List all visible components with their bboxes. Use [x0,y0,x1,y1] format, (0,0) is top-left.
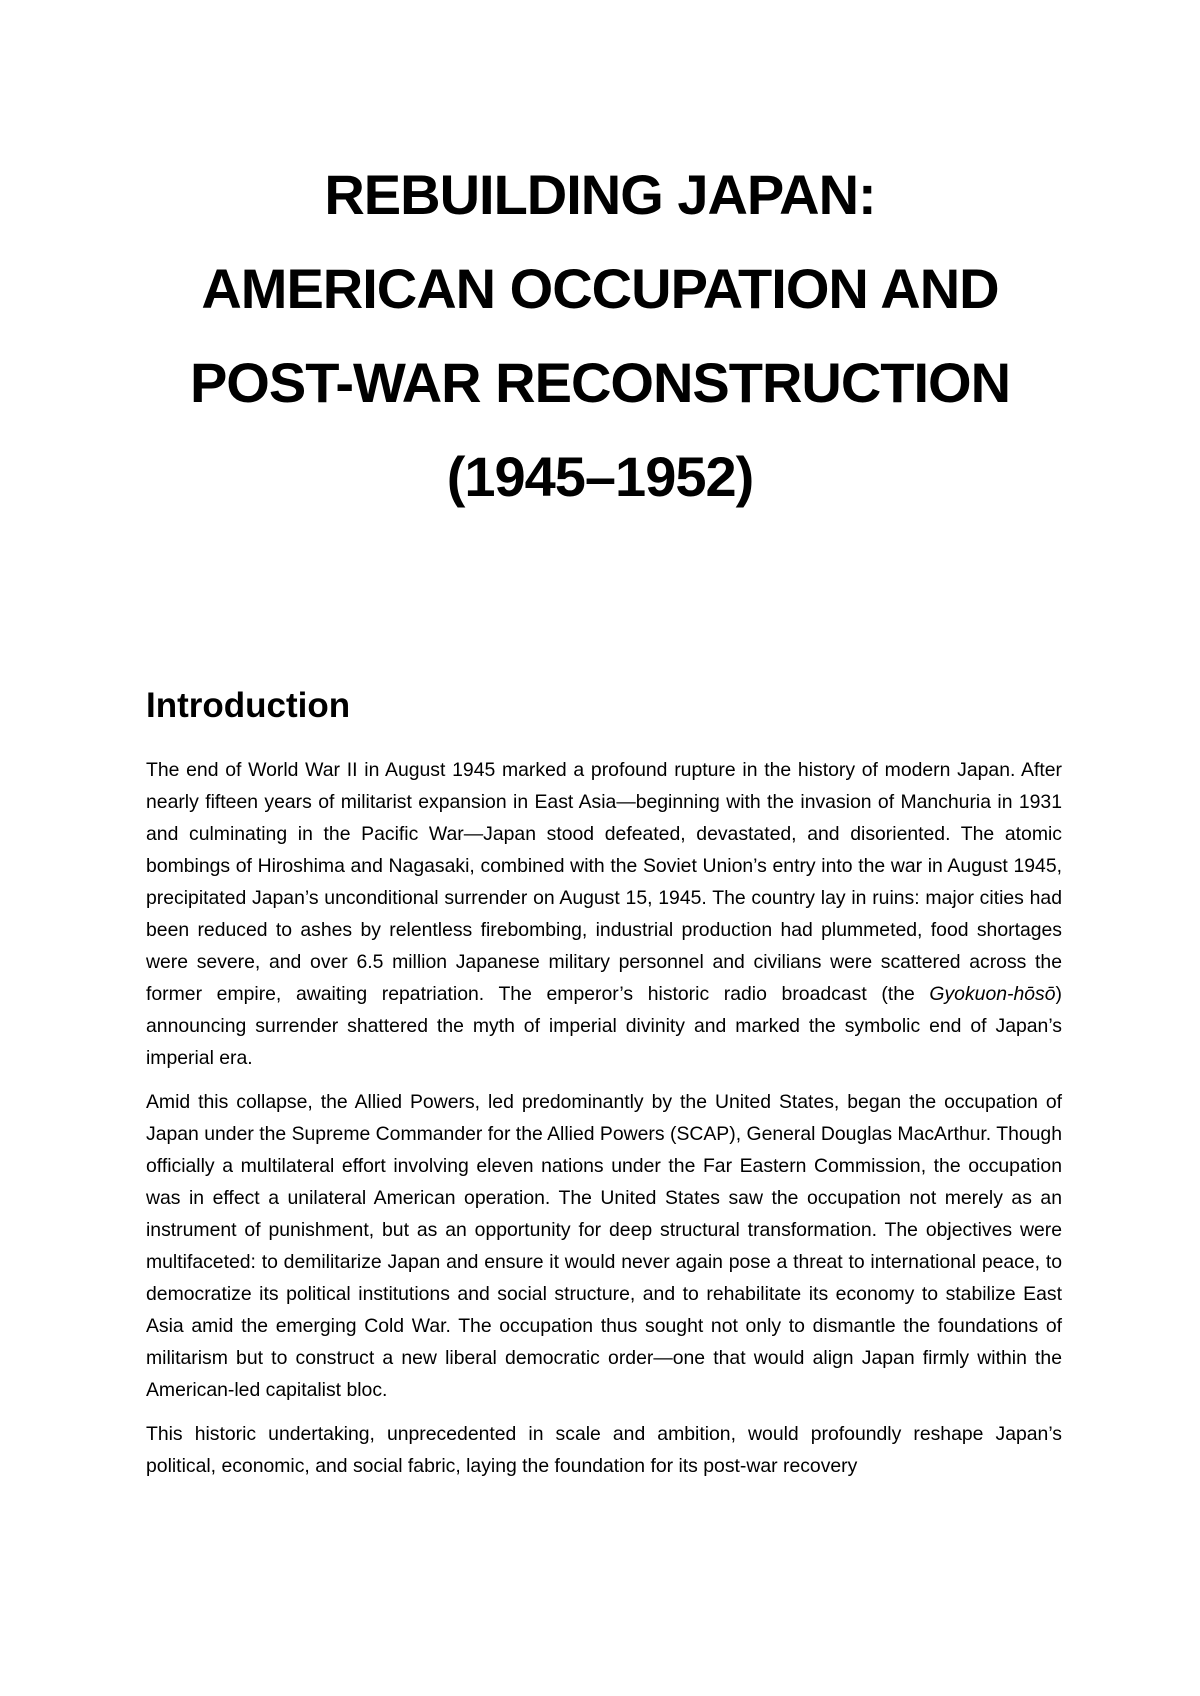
italic-term: Gyokuon-hōsō [929,983,1056,1005]
title-line: POST-WAR RECONSTRUCTION [189,351,1011,414]
title-line: AMERICAN OCCUPATION AND [201,257,999,320]
title-line: (1945–1952) [446,445,754,508]
paragraph-text: The end of World War II in August 1945 marked a profound rupture in the history of modern Japan. After nearly fifteen years of militarist expansion in East Asia—beginning with the invasion of Manchuria in 1931 and culminating in the Pacific War—Japan stood defeated, devastated, and disoriented. The atomic bombings of Hiroshima and Nagasaki, combined with the Soviet Union’s entry into the war in August 1945, precipitated Japan’s unconditional surrender on August 15, 1945. The country lay in ruins: major cities had been reduced to ashes by relentless firebombing, industrial production had plummeted, food shortages were severe, and over 6.5 million Japanese military personnel and civilians were scattered across the former empire, awaiting repatriation. The emperor’s historic radio broadcast (the [146,759,1062,1005]
paragraph: This historic undertaking, unprecedented in scale and ambition, would profoundly reshape Japan’s political, economic, and social fabric, laying the foundation for its post-war recovery [146,1423,1062,1477]
paragraph: Amid this collapse, the Allied Powers, led predominantly by the United States, began the occupation of Japan under the Supreme Commander for the Allied Powers (SCAP), General Douglas MacArthur. Though officially a multilateral effort involving eleven nations under the Far Eastern Commission, the occupation was in effect a unilateral American operation. The United States saw the occupation not merely as an instrument of punishment, but as an opportunity for deep structural transformation. The objectives were multifaceted: to demilitarize Japan and ensure it would never again pose a threat to international peace, to democratize its political institutions and social structure, and to rehabilitate its economy to stabilize East Asia amid the emerging Cold War. The occupation thus sought not only to dismantle the foundations of militarism but to construct a new liberal democratic order—one that would align Japan firmly within the American-led capitalist bloc. [146,1091,1062,1401]
section-heading: Introduction [146,686,351,725]
document-title [100,148,1100,524]
title-line: REBUILDING JAPAN: [324,163,876,226]
body-text [146,754,1062,1494]
paragraph-text: ) announcing surrender shattered the myth of imperial divinity and marked the symbolic end of Japan’s imperial era. [146,983,1062,1069]
paragraph [146,754,1062,1074]
